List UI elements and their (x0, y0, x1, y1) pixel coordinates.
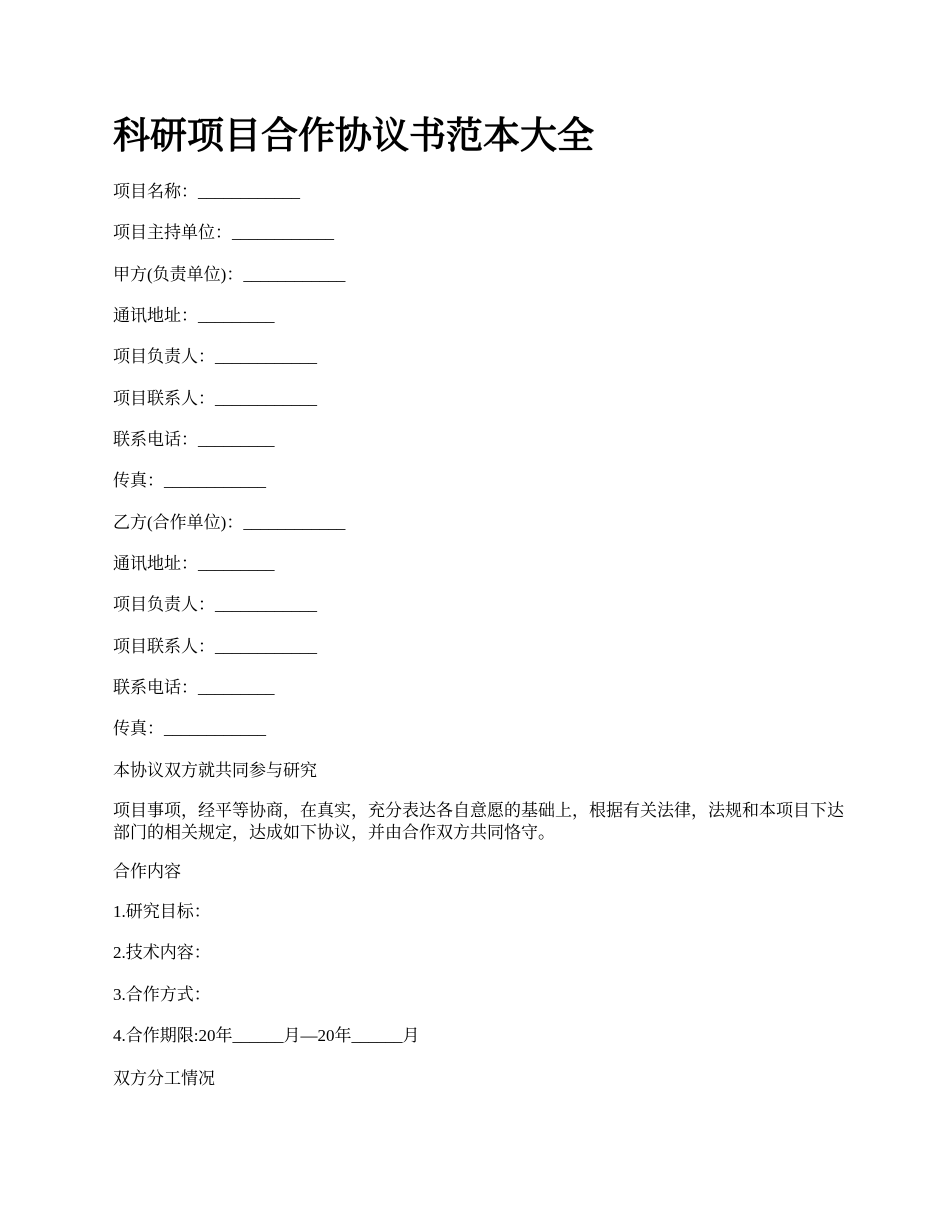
item-research-goal: 1.研究目标： (113, 902, 211, 921)
field-party-b-leader: 项目负责人：____________ (113, 595, 317, 614)
field-party-a-phone: 联系电话：_________ (113, 430, 275, 449)
section-heading-division: 双方分工情况 (113, 1069, 215, 1088)
field-party-b-phone: 联系电话：_________ (113, 678, 275, 697)
field-party-a-leader: 项目负责人：____________ (113, 347, 317, 366)
section-heading-cooperation: 合作内容 (113, 862, 181, 881)
field-party-b-address: 通讯地址：_________ (113, 554, 275, 573)
field-host-unit: 项目主持单位：____________ (113, 223, 334, 242)
field-party-b-contact: 项目联系人：____________ (113, 637, 317, 656)
item-cooperation-mode: 3.合作方式： (113, 985, 211, 1004)
field-party-a-contact: 项目联系人：____________ (113, 389, 317, 408)
field-party-a-fax: 传真：____________ (113, 471, 266, 490)
item-technical-content: 2.技术内容： (113, 943, 211, 962)
field-party-b-fax: 传真：____________ (113, 719, 266, 738)
agreement-intro: 本协议双方就共同参与研究 (113, 761, 317, 780)
agreement-paragraph: 项目事项，经平等协商，在真实，充分表达各自意愿的基础上，根据有关法律，法规和本项目下达部门的相关规定，达成如下协议，并由合作双方共同恪守。 (113, 801, 844, 842)
field-project-name: 项目名称：____________ (113, 182, 300, 201)
field-party-a: 甲方(负责单位)：____________ (113, 265, 346, 284)
field-party-b: 乙方(合作单位)：____________ (113, 513, 346, 532)
document-title: 科研项目合作协议书范本大全 (113, 116, 594, 157)
field-party-a-address: 通讯地址：_________ (113, 306, 275, 325)
item-cooperation-period: 4.合作期限:20年______月—20年______月 (113, 1026, 420, 1045)
